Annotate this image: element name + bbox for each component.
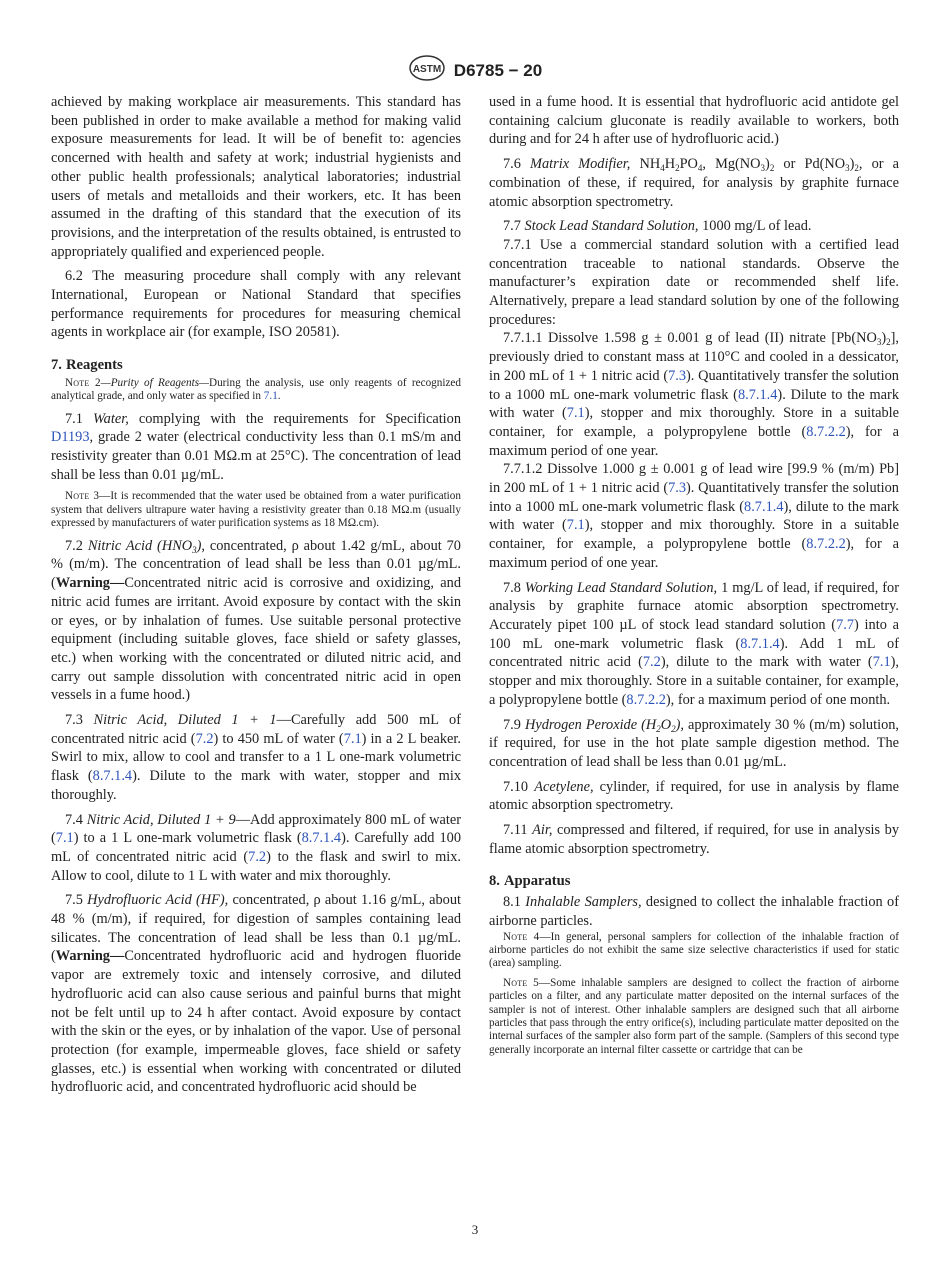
document-code: D6785 − 20 [453,60,543,80]
ref-link[interactable]: 7.1 [566,517,585,534]
ref-link[interactable]: 8.7.1.4 [740,635,780,652]
ref-link[interactable]: 7.1 [872,654,891,671]
ref-link[interactable]: 8.7.1.4 [744,498,784,515]
ref-link[interactable]: 7.1 [55,830,74,847]
paragraph-7-11: 7.11 Air, compressed and filtered, if required, for use in analysis by flame atomic absorption spectrometry. [489,822,899,857]
paragraph-7-1: 7.1 Water, complying with the requirements for Specification D1193, grade 2 water (electrical conductivity less than 0.1 mS/m and resistivity greater than 0.01 MΩ.m at 25°C). The concentration of lead shall be less than 0.01 µg/mL. [51,410,462,483]
ref-link[interactable]: 8.7.2.2 [806,423,846,440]
paragraph-6-2: 6.2 The measuring procedure shall comply with any relevant International, European or National Standard that specifies performance requirements for procedures for measuring chemical agents in workplace air (for example, ISO 20581). [51,268,461,341]
paragraph-7-9: 7.9 Hydrogen Peroxide $(H_2O_2)$, approximately 30 % (m/m) solution, if required, for use in the hot plate sample digestion method. The concentration of lead shall be less than 0.01 µg/mL. [489,716,899,770]
paragraph-7-10: 7.10 Acetylene, cylinder, if required, for use in analysis by flame atomic absorption spectrometry. [489,778,899,814]
paragraph-7-6: 7.6 Matrix Modifier, $NH_4H_2PO_4$, $Mg(NO_3)_2$ or $Pd(NO_3)_2$, or a combination of these, if required, for analysis by graphite furnace atomic absorption spectrometry. [489,156,899,210]
paragraph-7-4: 7.4 Nitric Acid, Diluted 1 + 9—Add approximately 800 mL of water (7.1) to a 1 L one-mark volumetric flask (8.7.1.4). Carefully add 100 mL of concentrated nitric acid (7.2) to the flask and swirl to mix. Allow to cool, dilute to 1 L with water and mix thoroughly. [51,811,462,884]
section-heading-reagents: 7. Reagents [51,357,123,374]
ref-link[interactable]: 7.1 [263,390,278,403]
ref-link[interactable]: 8.7.2.2 [626,691,666,708]
page-header [0,55,950,86]
page-number: 3 [471,1222,479,1237]
ref-link[interactable]: 7.2 [248,848,267,865]
ref-link[interactable]: 8.7.1.4 [92,768,133,785]
ref-link[interactable]: 7.3 [668,367,687,384]
paragraph-7-3: 7.3 Nitric Acid, Diluted 1 + 1—Carefully add 500 mL of concentrated nitric acid (7.2) to 450 mL of water (7.1) in a 2 L beaker. Swirl to mix, allow to cool and transfer to a 1 L one-mark volumetric flask (8.7.1.4). Dilute to the mark with water, stopper and mix thoroughly. [51,712,462,803]
paragraph-7-5-continued: used in a fume hood. It is essential that hydrofluoric acid antidote gel containing calcium gluconate is readily available to workers, both during and for 24 h after use of hydrofluoric acid.) [489,94,899,148]
ref-link[interactable]: 7.2 [642,654,661,671]
ref-link[interactable]: 8.7.2.2 [806,536,846,553]
paragraph-7-2: 7.2 Nitric Acid $(HNO_3)$, concentrated, ρ about 1.42 g/mL, about 70 % (m/m). The concentration of lead shall be less than 0.01 µg/mL. (Warning—Concentrated nitric acid is corrosive and oxidizing, and nitric acid fumes are irritant. Avoid exposure by contact with the skin or eyes, or by inhalation of fumes. Use suitable personal protective equipment (including suitable gloves, face shield or safety glasses, etc.) when working with the concentrated or diluted nitric acid, and carry out sample dissolution with concentrated nitric acid in open vessels in a fume hood.) [51,537,461,704]
paragraph-7-7-1-1: 7.7.1.1 Dissolve 1.598 g ± 0.001 g of lead (II) nitrate $[Pb(NO_3)_2]$, previously dried to constant mass at 110°C and cooled in a dessicator, in 200 mL of 1 + 1 nitric acid (7.3). Quantitatively transfer the solution to a 1000 mL one-mark volumetric flask (8.7.1.4). Dilute to the mark with water (7.1), stopper and mix thoroughly. Store in a suitable container, for example, a polypropylene bottle (8.7.2.2), for a maximum period of one year. [489,330,899,459]
left-column [51,93,461,1097]
note-2: Note 2—Purity of Reagents—During the analysis, use only reagents of recognized analytical grade, and only water as specified in 7.1. [51,376,461,403]
paragraph-scope-continued: achieved by making workplace air measurements. This standard has been published in order to make available a method for making valid exposure measurements for lead. It will be of benefit to: agencies concerned with health and safety at work; industrial hygienists and other public health professionals; analytical laboratories; industrial users of metals and metalloids and their workers, etc. It has been assumed in the drafting of this standard that the execution of its provisions, and the interpretation of the results obtained, is entrusted to appropriately qualified and experienced people. [51,94,461,260]
astm-logo-icon [408,55,446,86]
paragraph-7-5: 7.5 Hydrofluoric Acid (HF), concentrated, ρ about 1.16 g/mL, about 48 % (m/m), if required, for digestion of samples containing lead silicates. The concentration of lead shall be less than 0.1 µg/mL. (Warning—Concentrated hydrofluoric acid and hydrogen fluoride vapor are extremely toxic and intensely corrosive, and diluted hydrofluoric acid can also cause serious and painful burns that might not be felt until up to 24 h after contact. Avoid exposure by contact with the skin or the eyes, or by inhalation of the vapor. Use of personal protection (for example, impermeable gloves, face shield or safety glasses, etc.) is essential when working with concentrated or diluted hydrofluoric acid, and concentrated hydrofluoric acid should be [51,892,461,1096]
ref-link[interactable]: 8.7.1.4 [737,386,778,403]
paragraph-7-7-1-2: 7.7.1.2 Dissolve 1.000 g ± 0.001 g of lead wire [99.9 % (m/m) Pb] in 200 mL of 1 + 1 nitric acid (7.3). Quantitatively transfer the solution into a 1000 mL one-mark volumetric flask (8.7.1.4), dilute to the mark with water (7.1), stopper and mix thoroughly. Store in a suitable container, for example, a polypropylene bottle (8.7.2.2), for a maximum period of one year. [489,461,899,571]
ref-link[interactable]: 7.2 [195,730,214,747]
ref-link[interactable]: 7.7 [836,616,855,633]
note-4: Note 4—In general, personal samplers for collection of the inhalable fraction of airborne particles do not exhibit the same size selective characteristics if used for static (area) sampling. [489,930,899,970]
ref-link[interactable]: 7.1 [566,405,585,422]
note-5: Note 5—Some inhalable samplers are designed to collect the fraction of airborne particles on a filter, and any particulate matter deposited on the internal surfaces of the sampler is not of interest. Other inhalable samplers are designed such that all airborne particles that pass through the entry orifice(s), including particulate matter deposited on the internal surfaces of the sampler also form part of the sample. (Samplers of this second type generally incorporate an internal filter cassette or cartridge that can be [489,976,899,1056]
paragraph-7-7: 7.7 Stock Lead Standard Solution, 1000 mg/L of lead. [503,218,812,235]
paragraph-7-7-1: 7.7.1 Use a commercial standard solution with a certified lead concentration traceable to national standards. Observe the manufacturer’s expiration date or recommended shelf life. Alternatively, prepare a lead standard solution by one of the following procedures: [489,236,899,328]
ref-link[interactable]: D1193 [51,429,90,446]
svg-text:ASTM: ASTM [412,64,441,75]
right-column [489,93,899,1063]
note-3: Note 3—It is recommended that the water used be obtained from a water purification system that delivers ultrapure water having a resistivity greater than 0.18 MΩ.m (usually expressed by manufacturers of water purification systems as 18 MΩ.cm). [51,490,461,530]
ref-link[interactable]: 8.7.1.4 [301,830,342,847]
section-heading-apparatus: 8. Apparatus [489,873,571,890]
ref-link[interactable]: 7.3 [668,480,687,497]
paragraph-8-1: 8.1 Inhalable Samplers, designed to collect the inhalable fraction of airborne particles. [489,894,899,929]
ref-link[interactable]: 7.1 [343,730,362,747]
paragraph-7-8: 7.8 Working Lead Standard Solution, 1 mg/L of lead, if required, for analysis by graphite furnace atomic absorption spectrometry. Accurately pipet 100 µL of stock lead standard solution (7.7) into a 100 mL one-mark volumetric flask (8.7.1.4). Add 1 mL of concentrated nitric acid (7.2), dilute to the mark with water (7.1), stopper and mix thoroughly. Store in a suitable container, for example, a polypropylene bottle (8.7.2.2), for a maximum period of one month. [489,579,900,708]
